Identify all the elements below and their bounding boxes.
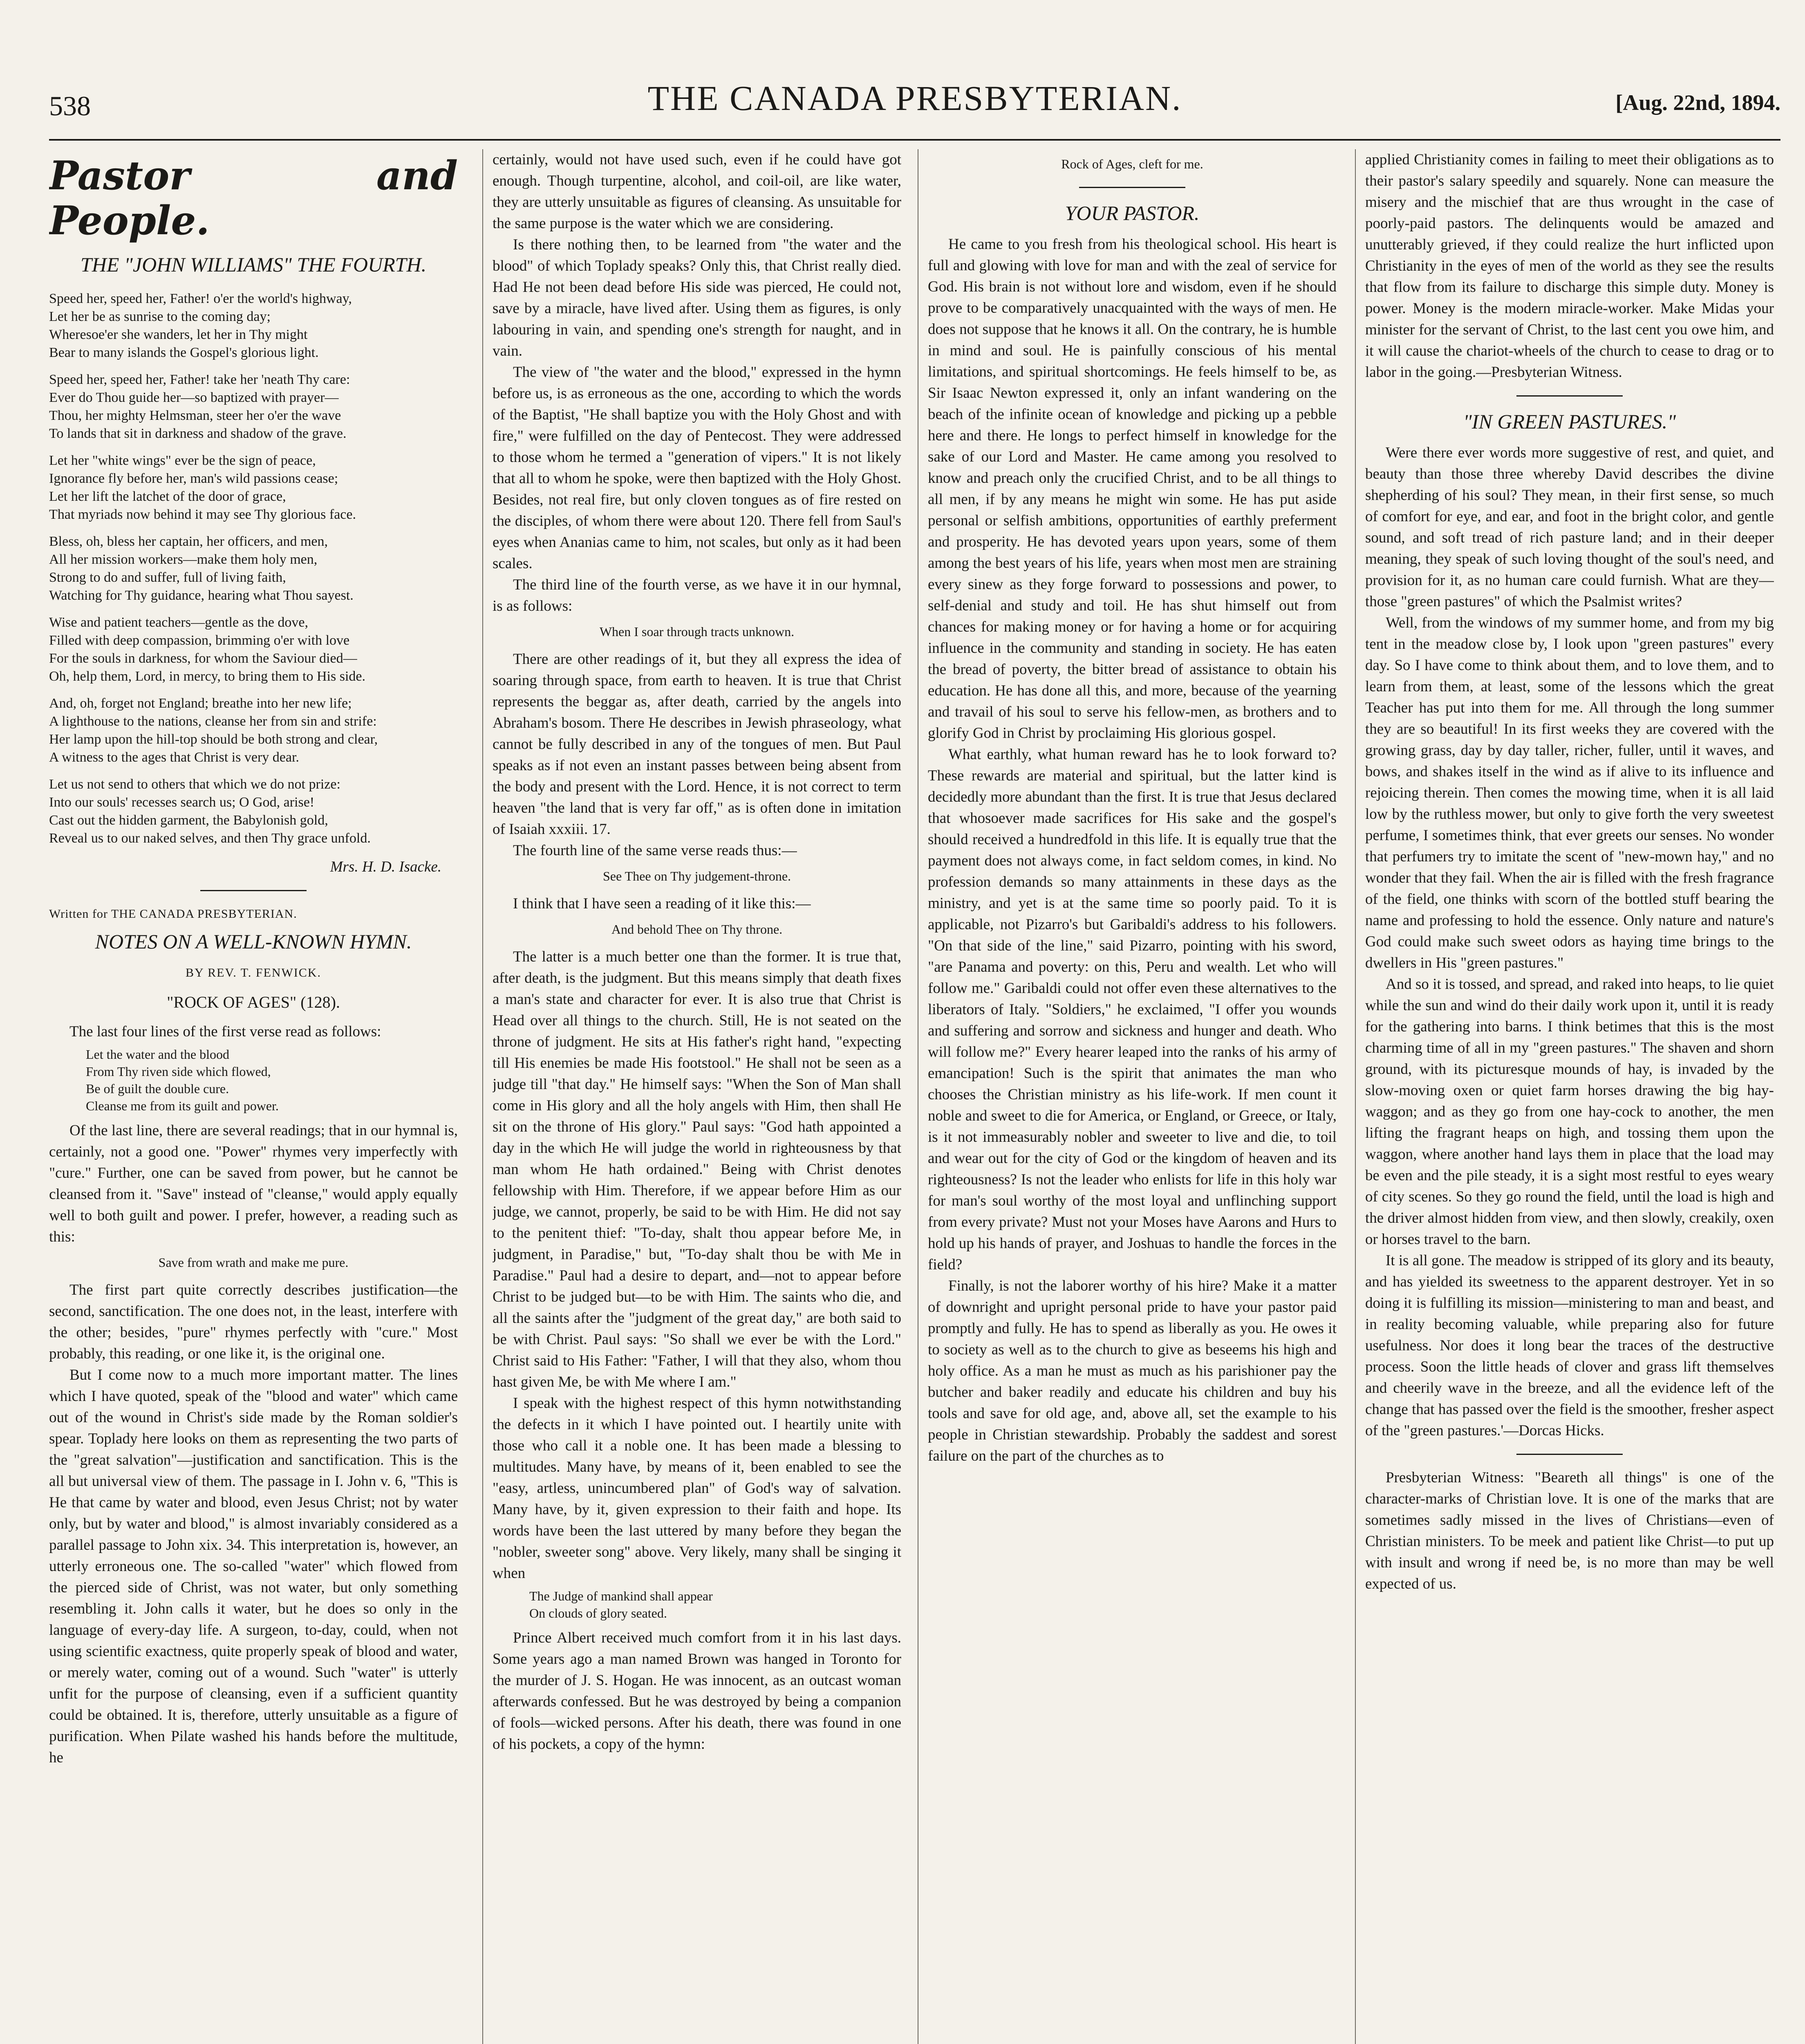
poem-body	[49, 290, 458, 847]
article-title: YOUR PASTOR.	[1065, 202, 1200, 224]
paragraph: He came to you fresh from his theological school. His heart is full and glowing with love for man and with the zeal of service for God. His brain is not without lore and wisdom, even if he should prove to be comparatively unacquainted with the ways of men. He does not suppose that he knows it all. On the contrary, he is humble in mind and soul. He is painfully conscious of his mental limitations, and spiritual shortcomings. He feels himself to be, as Sir Isaac Newton expressed it, only an infant wandering on the beach of the infinite ocean of knowledge and picking up a pebble here and there. He longs to perfect himself in knowledge for the sake of our Lord and Master. He came among you resolved to know and preach only the crucified Christ, and to be all things to all men, if by any means he might win some. He has put aside personal or selfish ambitions, opportunities of earthly preferment and prosperity. He has devoted years upon years, some of them among the best years of his life, years when most men are straining every sinew as they forge forward to possessions and power, to self-denial and study and toil. He has shut himself out from chances for making money or for having a home or for acquiring influence in the community and standing in society. He has eaten the bread of poverty, the bitter bread of assistance to obtain his education. He has done all this, and more, because of the yearning and travail of his soul to serve his fellow-men, as brothers and to glorify God in Christ by proclaiming His glorious gospel.	[928, 236, 1337, 742]
paragraph: The fourth line of the same verse reads thus:—	[513, 842, 797, 859]
byline: BY REV. T. FENWICK.	[186, 966, 321, 979]
poem-signature: Mrs. H. D. Isacke.	[330, 858, 441, 875]
section-title: Pastor and People.	[49, 152, 458, 244]
poem-line: Let her be as sunrise to the coming day;	[49, 309, 271, 324]
poem-line: Speed her, speed her, Father! take her 'neath Thy care:	[49, 372, 350, 387]
paragraph: The latter is a much better one than the former. It is true that, after death, is the judgment. But this means simply that death fixes a man's state and character for ever. It is also true that Christ is Head over all things to the church. Still, He is not seated on the throne of judgment. He sits at His father's right hand, "expecting till His enemies be made His footstool." He shall not be seen as a judge till "that day." He himself says: "When the Son of Man shall come in His glory and all the holy angels with Him, then shall He sit on the throne of His glory." Paul says: "God hath appointed a day in the which He will judge the world in righteousness by that man whom He hath ordained." Being with Christ denotes fellowship with Him. Therefore, if we appear before Him as our judge, we cannot, properly, be said to be with Him. He did not say to the penitent thief: "To-day, shalt thou appear before Me, in judgment, in Paradise," but, "To-day shalt thou be with Me in Paradise." Paul had a desire to depart, and—not to appear before Christ to be judged but—to be with Him. The saints who die, and all the saints after the "judgment of the great day," are both said to be with Christ. Paul says: "So shall we ever be with the Lord." Christ said to His Father: "Father, I will that they also, whom thou hast given Me, be with Me where I am."	[493, 948, 901, 1390]
paragraph: But I come now to a much more important matter. The lines which I have quoted, speak of the "blood and water" which came out of the wound in Christ's side made by the Roman soldier's spear. Toplady here looks on them as representing the two parts of the "great salvation"—justification and sanctification. This is the all but universal view of them. The passage in I. John v. 6, "This is He that came by water and blood, even Jesus Christ; not by water only, but by water and blood," is almost invariably considered as a parallel passage to John xix. 34. This interpretation is, however, an utterly erroneous one. The so-called "water" which flowed from the pierced side of Christ, was not water, but only something resembling it. John calls it water, but he does so only in the language of every-day life. A surgeon, to-day, could, when not using scientific exactness, quite properly speak of blood and water, or merely water, coming out of a wound. Such "water" is utterly unfit for the purpose of cleansing, even if a sufficient quantity could be obtained. It is, therefore, utterly unsuitable as a figure of purification. When Pilate washed his hands before the multitude, he	[49, 1367, 458, 1766]
paragraph: The last four lines of the first verse read as follows:	[69, 1023, 381, 1040]
poem-line: Let her lift the latchet of the door of grace,	[49, 489, 286, 504]
page-number: 538	[49, 90, 91, 121]
poem-line: For the souls in darkness, for whom the Saviour died—	[49, 651, 357, 666]
poem-line: Ignorance fly before her, man's wild passions cease;	[49, 471, 338, 486]
poem-line: Watching for Thy guidance, hearing what Thou sayest.	[49, 588, 354, 603]
divider	[1079, 187, 1185, 188]
quote-line: On clouds of glory seated.	[529, 1606, 667, 1620]
poem-line: Reveal us to our naked selves, and then Thy grace unfold.	[49, 831, 371, 846]
page-header	[49, 72, 1780, 141]
quote-line: Let the water and the blood	[86, 1047, 229, 1062]
masthead: THE CANADA PRESBYTERIAN.	[647, 78, 1182, 118]
poem-line: Cast out the hidden garment, the Babylonish gold,	[49, 813, 328, 828]
article-title: "IN GREEN PASTURES."	[1463, 410, 1676, 433]
quote-line: Be of guilt the double cure.	[86, 1081, 229, 1096]
block-quote: And behold Thee on Thy throne.	[611, 922, 783, 937]
divider	[1516, 1454, 1623, 1455]
paragraph: I speak with the highest respect of this hymn notwithstanding the defects in it which I have pointed out. I heartily unite with those who call it a noble one. It has been made a blessing to multitudes. Many have, by means of it, been enabled to see the "easy, artless, unincumbered plan" of God's way of salvation. Many have, by it, given expression to their faith and hope. Its words have been the last uttered by many before they began the "nobler, sweeter song" above. Very likely, many shall be singing it when	[493, 1395, 901, 1582]
divider	[1516, 395, 1623, 397]
poem-stanza	[49, 371, 458, 443]
column-2	[493, 149, 901, 2044]
column-1	[49, 149, 458, 2044]
poem-line: Let her "white wings" ever be the sign of peace,	[49, 453, 316, 468]
block-quote: When I soar through tracts unknown.	[599, 624, 795, 639]
column-3	[928, 149, 1337, 2044]
paragraph: Presbyterian Witness: "Beareth all things" is one of the character-marks of Christian love. It is one of the marks that are sometimes sadly missed in the lives of Christians—even of Christian ministers. To be meek and patient like Christ—to put up with insult and wrong if need be, is no more than may be well expected of us.	[1365, 1469, 1774, 1592]
column-divider	[1355, 149, 1356, 2044]
poem-line: All her mission workers—make them holy men,	[49, 552, 318, 567]
poem-line: Bear to many islands the Gospel's glorious light.	[49, 345, 319, 360]
poem-line: Speed her, speed her, Father! o'er the world's highway,	[49, 291, 352, 306]
poem-line: Her lamp upon the hill-top should be both strong and clear,	[49, 732, 378, 747]
poem-line: That myriads now behind it may see Thy glorious face.	[49, 507, 356, 522]
paragraph: Is there nothing then, to be learned from "the water and the blood" of which Toplady speaks? Only this, that Christ really died. Had He not been dead before His side was pierced, He could not, save by a miracle, have lived after. Using them as figures, is only labouring in vain, and spending one's strength for naught, and in vain.	[493, 236, 901, 359]
block-quote: See Thee on Thy judgement-throne.	[602, 869, 791, 883]
paragraph: Were there ever words more suggestive of rest, and quiet, and beauty than those three whereby David describes the divine shepherding of his soul? They mean, in their first sense, so much of comfort for eye, and ear, and foot in the bright color, and gentle sound, and soft tread of rich pasture land; and in their deeper meaning, they speak of such loving thought of the soul's need, and provision for it, as no human care could furnish. What are they—those "green pastures" of which the Psalmist writes?	[1365, 444, 1774, 610]
paragraph: And so it is tossed, and spread, and raked into heaps, to lie quiet while the sun and wind do their daily work upon it, until it is ready for the gathering into barns. I think betimes that this is the most charming time of all in my "green pastures." The shaven and shorn ground, with its picturesque mounds of hay, is invaded by the slow-moving oxen or quiet farm horses drawing the big hay-waggon; and as they go from one hay-cock to another, the men lifting the fragrant heaps on high, and tossing them upon the waggon, where another hand lays them in place that the load may be even and the pile steady, it is a sight most restful to eyes weary of city scenes. So they go round the field, until the load is high and the driver almost hidden from view, and then slowly, creakily, oxen or horses travel to the barn.	[1365, 976, 1774, 1248]
divider	[200, 890, 307, 891]
header-rule	[49, 139, 1780, 141]
paragraph: What earthly, what human reward has he to look forward to? These rewards are material and spiritual, but the latter kind is decidedly more abundant than the first. It is true that Jesus declared that whosoever made sacrifices for His sake and the gospel's should received a hundredfold in this life. It is equally true that the payment does not always come, in fact seldom comes, in kind. No profession demands so many attainments in these days as the ministry, and yet is at the same time so poorly paid. To it is applicable, not Pizarro's but Garibaldi's address to his followers. "On that side of the line," said Pizarro, pointing with his sword, "are Panama and poverty: on this, Peru and wealth. Let who will follow me." Garibaldi could not offer even these alternatives to the liberators of Italy. "Soldiers," he exclaimed, "I offer you wounds and suffering and sorrow and sickness and hunger and death. Who will follow me?" Every hearer leaped into the ranks of his army of emancipation! Such is the spirit that animates the man who chooses the Christian ministry as his life-work. If men count it noble and sweet to die for America, or England, or Greece, or Italy, is it not immeasurably nobler and sweeter to live and die, to toil and wear out for the city of God or the kingdom of heaven and its righteousness? Is not the leader who enlists for life in this holy war for man's soul worthy of the most loyal and unflinching support from every private? Must not your Moses have Aarons and Hurs to hold up his hands of prayer, and Joshuas to handle the forces in the field?	[928, 746, 1337, 1273]
poem-line: A witness to the ages that Christ is very dear.	[49, 750, 299, 765]
poem-stanza	[49, 290, 458, 362]
paragraph: certainly, would not have used such, even if he could have got enough. Though turpentine, alcohol, and coil-oil, are like water, they are utterly unsuitable as figures of cleansing. As unsuitable for the same purpose is the water which we are considering.	[493, 151, 901, 232]
poem-line: Filled with deep compassion, brimming o'er with love	[49, 633, 350, 648]
written-for-note: Written for THE CANADA PRESBYTERIAN.	[49, 907, 297, 921]
paragraph: Well, from the windows of my summer home, and from my big tent in the meadow close by, I look upon "green pastures" every day. So I have come to think about them, and to love them, and to learn from them, at least, some of the lessons which the great Teacher has put into them for me. All through the long summer they are so beautiful! In its first weeks they are covered with the growing grass, day by day taller, richer, fuller, until it waves, and bows, and shakes itself in the wind as if alive to its influence and rejoicing therein. Then comes the mowing time, when it is all laid low by the ruthless mower, but only to give forth the very sweetest perfume, I sometimes think, that ever greets our senses. No wonder that perfumers try to imitate the scent of "new-mown hay," and no wonder that they fail. When the air is filled with the fresh fragrance of the field, one thinks with scorn of the bottled stuff bearing the name and professing to hold the essence. Only nature and nature's God could make such sweet odors as haying time brings to the dwellers in His "green pastures."	[1365, 614, 1774, 971]
article-title: NOTES ON A WELL-KNOWN HYMN.	[95, 930, 412, 953]
poem-line: To lands that sit in darkness and shadow of the grave.	[49, 426, 347, 441]
poem-stanza	[49, 695, 458, 766]
poem-stanza	[49, 533, 458, 605]
poem-stanza	[49, 614, 458, 686]
poem-line: Thou, her mighty Helmsman, steer her o'er the wave	[49, 408, 341, 423]
poem-line: Wise and patient teachers—gentle as the dove,	[49, 615, 308, 630]
poem-stanza	[49, 452, 458, 524]
paragraph: It is all gone. The meadow is stripped of its glory and its beauty, and has yielded its sweetness to the apparent destroyer. Yet in so doing it is fulfilling its mission—ministering to man and beast, and in reality becoming valuable, while preparing also for future usefulness. Nor does it long bear the traces of the destructive process. Soon the little heads of clover and grass lift themselves and cheerily wave in the breeze, and all the evidence left of the change that has passed over the field is the smoother, fresher aspect of the "green pastures.'—Dorcas Hicks.	[1365, 1252, 1774, 1439]
poem-line: Strong to do and suffer, full of living faith,	[49, 570, 286, 585]
poem-line: Bless, oh, bless her captain, her officers, and men,	[49, 534, 328, 549]
paragraph: The view of "the water and the blood," expressed in the hymn before us, is as erroneous as the one, according to which the words of the Baptist, "He shall baptize you with the Holy Ghost and with fire," were fulfilled on the day of Pentecost. They were addressed to those whom he termed a "generation of vipers." It is not likely that all to whom he spoke, were then baptized with the Holy Ghost. Besides, not real fire, but only cloven tongues as of fire rested on the disciples, of whom there were about 120. There fell from Saul's eyes when Ananias came to him, not scales, but only as it had been scales.	[493, 364, 901, 572]
quote-line: The Judge of mankind shall appear	[529, 1589, 713, 1603]
poem-line: Into our souls' recesses search us; O God, arise!	[49, 795, 315, 810]
quote-line: Cleanse me from its guilt and power.	[86, 1098, 279, 1113]
block-quote: Save from wrath and make me pure.	[158, 1255, 349, 1270]
block-quote	[49, 1046, 458, 1114]
poem-line: And, oh, forget not England; breathe into her new life;	[49, 696, 352, 711]
paragraph: Prince Albert received much comfort from it in his last days. Some years ago a man named Brown was hanged in Toronto for the murder of J. S. Hogan. He was innocent, as an outcast woman afterwards confessed. But he was destroyed by being a companion of fools—wicked persons. After his death, there was found in one of his pockets, a copy of the hymn:	[493, 1629, 901, 1753]
block-quote: Rock of Ages, cleft for me.	[1061, 157, 1203, 171]
paragraph: Finally, is not the laborer worthy of his hire? Make it a matter of downright and upright personal pride to have your pastor paid promptly and fully. He has to spend as liberally as you. He owes it to society as well as to the church to give as beseems his high and holy office. As a man he must as much as his parishioner pay the butcher and baker readily and educate his children and buy his tools and save for old age, and, above all, set the example to his people in Christian stewardship. Probably the saddest and sorest failure on the part of the churches as to	[928, 1278, 1337, 1464]
column-4	[1365, 149, 1774, 2044]
paragraph: The third line of the fourth verse, as we have it in our hymnal, is as follows:	[493, 576, 901, 614]
paragraph: The first part quite correctly describes justification—the second, sanctification. The one does not, in the least, interfere with the other; besides, "pure" rhymes perfectly with "cure." Most probably, this reading, or one like it, is the original one.	[49, 1282, 458, 1362]
poem-line: Let us not send to others that which we do not prize:	[49, 777, 340, 792]
paragraph: I think that I have seen a reading of it like this:—	[513, 895, 811, 912]
issue-date: [Aug. 22nd, 1894.	[1615, 90, 1780, 115]
poem-title: THE "JOHN WILLIAMS" THE FOURTH.	[80, 253, 427, 276]
quote-line: From Thy riven side which flowed,	[86, 1064, 271, 1079]
paragraph: There are other readings of it, but they all express the idea of soaring through space, from earth to heaven. It is true that Christ represents the beggar as, after death, carried by the angels into Abraham's bosom. There He describes in Jewish phraseology, what cannot be fully described in any of the tongues of men. But Paul speaks as if not even an instant passes between being absent from the body and present with the Lord. Hence, it is not correct to term heaven "the land that is very far off," as is often done in imitation of Isaiah xxxiii. 17.	[493, 651, 901, 838]
paragraph: Of the last line, there are several readings; that in our hymnal is, certainly, not a good one. "Power" rhymes very imperfectly with "cure." Further, one can be saved from power, but he cannot be cleansed from it. "Save" instead of "cleanse," would apply equally well to both guilt and power. I prefer, however, a reading such as this:	[49, 1122, 458, 1245]
article-subtitle: "ROCK OF AGES" (128).	[167, 993, 340, 1011]
column-divider	[482, 149, 483, 2044]
poem-line: Oh, help them, Lord, in mercy, to bring them to His side.	[49, 669, 365, 684]
poem-stanza	[49, 775, 458, 847]
block-quote	[493, 1587, 901, 1622]
poem-line: A lighthouse to the nations, cleanse her from sin and strife:	[49, 714, 377, 729]
poem-line: Ever do Thou guide her—so baptized with prayer—	[49, 390, 339, 405]
poem-line: Wheresoe'er she wanders, let her in Thy might	[49, 327, 308, 342]
paragraph: applied Christianity comes in failing to meet their obligations as to their pastor's salary speedily and squarely. None can measure the misery and the mischief that are thus wrought in the case of poorly-paid pastors. The delinquents would be amazed and unutterably grieved, if they could realize the hurt inflicted upon Christianity in the eyes of men of the world as they see the results that flow from its failure to discharge this simple duty. Money is power. Money is the modern miracle-worker. Make Midas your minister for the servant of Christ, to the last cent you owe him, and it will cause the chariot-wheels of the church to cease to drag or to labor in the going.—Presbyterian Witness.	[1365, 151, 1774, 381]
